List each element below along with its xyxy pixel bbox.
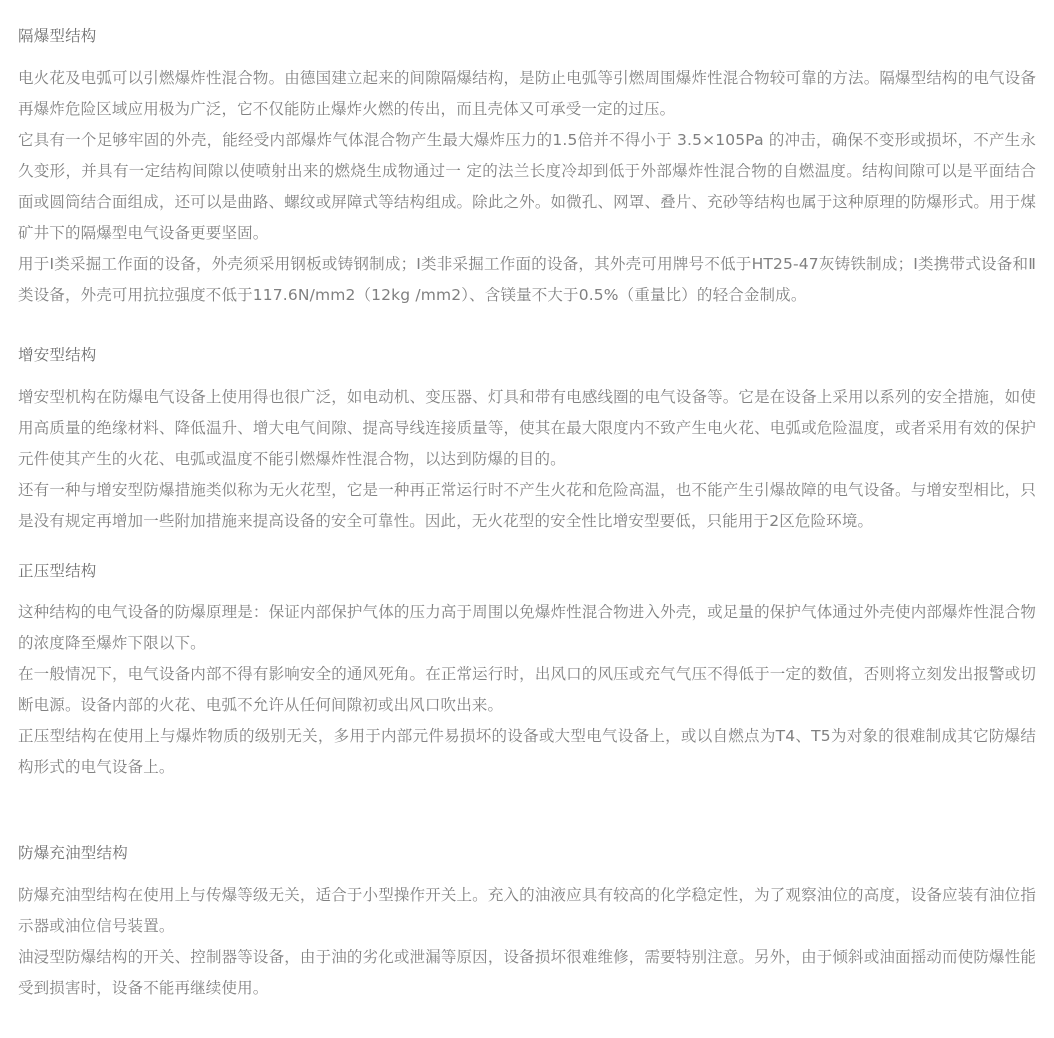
section-gebaoxing [18,24,1036,311]
paragraph: 油浸型防爆结构的开关、控制器等设备，由于油的劣化或泄漏等原因，设备损坏很难维修，需要特别注意。另外，由于倾斜或油面摇动而使防爆性能受到损害时，设备不能再继续使用。 [18,948,1036,998]
section-heading: 正压型结构 [18,561,97,580]
paragraph: 还有一种与增安型防爆措施类似称为无火花型，它是一种再正常运行时不产生火花和危险高温，也不能产生引爆故障的电气设备。与增安型相比，只是没有规定再增加一些附加措施来提高设备的安全可靠性。因此，无火花型的安全性比增安型要低，只能用于2区危险环境。 [18,480,1036,530]
section-heading: 隔爆型结构 [18,27,97,45]
section-zenganxing [18,343,1036,537]
section-heading: 防爆充油型结构 [18,844,128,863]
paragraph: 这种结构的电气设备的防爆原理是：保证内部保护气体的压力高于周围以免爆炸性混合物进入外壳，或足量的保护气体通过外壳使内部爆炸性混合物的浓度降至爆炸下限以下。 [18,603,1036,653]
paragraph: 用于I类采掘工作面的设备，外壳须采用钢板或铸钢制成；I类非采掘工作面的设备，其外壳可用牌号不低于HT25-47灰铸铁制成；I类携带式设备和Ⅱ类设备，外壳可用抗拉强度不低于117.6N/mm2（12kg /mm2）、含镁量不大于0.5%（重量比）的轻合金制成。 [18,254,1036,304]
section-divider [18,543,1036,559]
paragraph: 正压型结构在使用上与爆炸物质的级别无关，多用于内部元件易损坏的设备或大型电气设备上，或以自燃点为T4、T5为对象的很难制成其它防爆结构形式的电气设备上。 [18,727,1036,777]
section-zhengyaxing [18,559,1036,784]
paragraph: 增安型机构在防爆电气设备上使用得也很广泛，如电动机、变压器、灯具和带有电感线圈的电气设备等。它是在设备上采用以系列的安全措施，如使用高质量的绝缘材料、降低温升、增大电气间隙、提高导线连接质量等，使其在最大限度内不致产生电火花、电弧或危险温度，或者采用有效的保护元件使其产生的火花、电弧或温度不能引燃爆炸性混合物，以达到防爆的目的。 [18,387,1036,468]
paragraph: 防爆充油型结构在使用上与传爆等级无关，适合于小型操作开关上。充入的油液应具有较高的化学稳定性，为了观察油位的高度，设备应装有油位指示器或油位信号装置。 [18,886,1036,936]
section-divider [18,317,1036,343]
paragraph: 它具有一个足够牢固的外壳，能经受内部爆炸气体混合物产生最大爆炸压力的1.5倍并不得小于 3.5×105Pa 的冲击，确保不变形或损坏，不产生永久变形，并具有一定结构间隙以使喷射出来的燃烧生成物通过一 定的法兰长度冷却到低于外部爆炸性混合物的自燃温度。结构间隙可以是平面结合面或圆筒结合面组成，还可以是曲路、螺纹或屏障式等结构组成。除此之外。如微孔、网罩、叠片、充砂等结构也属于这种原理的防爆形式。用于煤矿井下的隔爆型电气设备更要坚固。 [18,130,1036,242]
section-fangbaochongyouxing [18,841,1036,1004]
section-heading: 增安型结构 [18,345,97,364]
paragraph: 在一般情况下，电气设备内部不得有影响安全的通风死角。在正常运行时，出风口的风压或充气气压不得低于一定的数值，否则将立刻发出报警或切断电源。设备内部的火花、电弧不允许从任何间隙初或出风口吹出来。 [18,665,1036,715]
section-divider [18,789,1036,841]
paragraph: 电火花及电弧可以引燃爆炸性混合物。由德国建立起来的间隙隔爆结构，是防止电弧等引燃周围爆炸性混合物较可靠的方法。隔爆型结构的电气设备再爆炸危险区域应用极为广泛，它不仅能防止爆炸火燃的传出，而且壳体又可承受一定的过压。 [18,68,1036,118]
